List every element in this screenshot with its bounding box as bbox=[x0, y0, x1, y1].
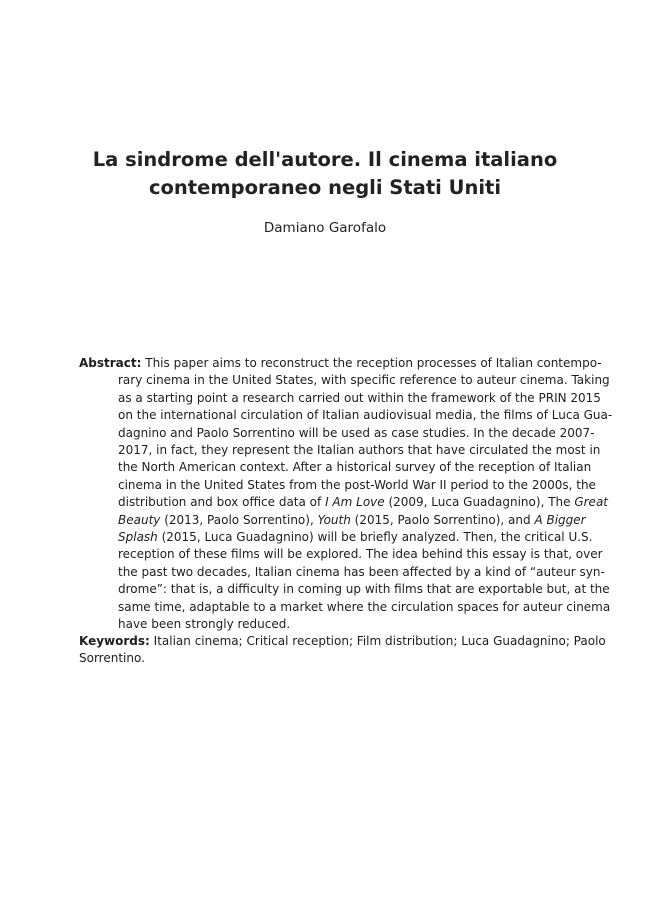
abstract-text: distribution and box office data of bbox=[118, 495, 326, 510]
abstract-label: Abstract: bbox=[79, 356, 142, 370]
film-title: Great bbox=[574, 495, 609, 510]
abstract-line bbox=[79, 529, 593, 546]
abstract-line bbox=[79, 494, 609, 511]
abstract-line: dagnino and Paolo Sorrentino will be used as case studies. In the decade 2007- bbox=[118, 425, 595, 440]
abstract-text: (2015, Luca Guadagnino) will be briefly analyzed. Then, the critical U.S. bbox=[157, 530, 593, 545]
abstract-line: cinema in the United States from the post-World War II period to the 2000s, the bbox=[118, 477, 596, 492]
abstract-line bbox=[79, 512, 586, 529]
abstract-text: This paper aims to reconstruct the reception processes of Italian contempo- bbox=[145, 356, 602, 370]
film-title: A Bigger bbox=[534, 512, 586, 527]
abstract-text: (2015, Paolo Sorrentino), and bbox=[350, 512, 535, 527]
film-title: Youth bbox=[317, 512, 351, 527]
abstract-line: drome”: that is, a difficulty in coming up with films that are exportable but, at the bbox=[118, 582, 610, 597]
keywords-label: Keywords: bbox=[79, 634, 150, 648]
film-title: Beauty bbox=[118, 512, 161, 527]
abstract-line: on the international circulation of Italian audiovisual media, the films of Luca Gua- bbox=[118, 408, 613, 423]
author-name: Damiano Garofalo bbox=[263, 220, 387, 236]
abstract-section bbox=[79, 355, 613, 634]
abstract-text: (2013, Paolo Sorrentino), bbox=[160, 512, 318, 527]
paper-title bbox=[70, 146, 580, 202]
keywords-line bbox=[79, 633, 606, 650]
film-title: I Am Love bbox=[325, 495, 385, 510]
abstract-line: the North American context. After a historical survey of the reception of Italian bbox=[118, 460, 592, 475]
abstract-line bbox=[79, 355, 602, 372]
abstract-text: (2009, Luca Guadagnino), The bbox=[384, 495, 575, 510]
title-line-2: contemporaneo negli Stati Uniti bbox=[148, 176, 502, 199]
keywords-section bbox=[79, 633, 606, 668]
film-title: Splash bbox=[118, 530, 158, 545]
abstract-line: 2017, in fact, they represent the Italian authors that have circulated the most in bbox=[118, 443, 601, 458]
keywords-text: Italian cinema; Critical reception; Film distribution; Luca Guadagnino; Paolo bbox=[153, 634, 606, 648]
abstract-line: the past two decades, Italian cinema has been affected by a kind of “auteur syn- bbox=[118, 564, 605, 579]
abstract-line: have been strongly reduced. bbox=[118, 617, 291, 632]
title-line-1: La sindrome dell'autore. Il cinema italiano bbox=[92, 148, 558, 171]
abstract-line: as a starting point a research carried out within the framework of the PRIN 2015 bbox=[118, 390, 601, 405]
keywords-line: Sorrentino. bbox=[79, 651, 145, 666]
abstract-line: rary cinema in the United States, with specific reference to auteur cinema. Taking bbox=[118, 373, 610, 388]
abstract-line: reception of these films will be explored. The idea behind this essay is that, over bbox=[118, 547, 603, 562]
abstract-line: same time, adaptable to a market where the circulation spaces for auteur cinema bbox=[118, 599, 611, 614]
